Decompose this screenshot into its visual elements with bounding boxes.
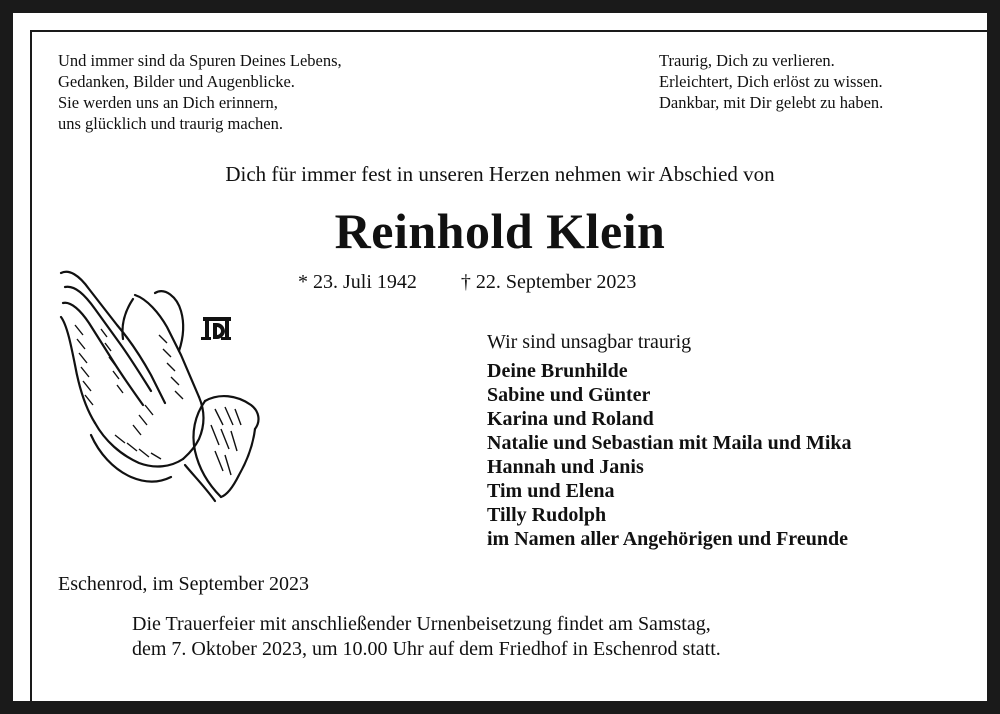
mourner: Karina und Roland <box>487 408 654 430</box>
mourner: im Namen aller Angehörigen und Freunde <box>487 528 848 550</box>
poem-line: Traurig, Dich zu verlieren. <box>659 51 835 70</box>
mourners-lead: Wir sind unsagbar traurig <box>487 331 692 353</box>
poem-line: Dankbar, mit Dir gelebt zu haben. <box>659 93 884 112</box>
life-dates <box>298 271 636 294</box>
place-and-date: Eschenrod, im September 2023 <box>58 573 310 595</box>
death-date: † 22. September 2023 <box>460 271 637 293</box>
poem-right <box>659 50 883 113</box>
funeral-line: Die Trauerfeier mit anschließender Urnenbeisetzung findet am Samstag, <box>132 613 711 635</box>
funeral-notice <box>132 612 721 662</box>
mourner: Tilly Rudolph <box>487 504 607 526</box>
mourner: Sabine und Günter <box>487 384 651 406</box>
birth-date: * 23. Juli 1942 <box>298 271 417 293</box>
deceased-name: Reinhold Klein <box>334 203 666 259</box>
mourner: Hannah und Janis <box>487 456 644 478</box>
mourners-block <box>487 330 852 551</box>
poem-left <box>58 50 342 134</box>
farewell-intro: Dich für immer fest in unseren Herzen nehmen wir Abschied von <box>225 162 775 186</box>
funeral-line: dem 7. Oktober 2023, um 10.00 Uhr auf dem Friedhof in Eschenrod statt. <box>132 638 721 660</box>
praying-hands-icon <box>55 265 265 510</box>
mourner: Tim und Elena <box>487 480 615 502</box>
poem-line: Sie werden uns an Dich erinnern, <box>58 93 278 112</box>
poem-line: Gedanken, Bilder und Augenblicke. <box>58 72 295 91</box>
mourner: Deine Brunhilde <box>487 360 628 382</box>
poem-line: Erleichtert, Dich erlöst zu wissen. <box>659 72 883 91</box>
poem-line: Und immer sind da Spuren Deines Lebens, <box>58 51 342 70</box>
poem-line: uns glücklich und traurig machen. <box>58 114 283 133</box>
mourner: Natalie und Sebastian mit Maila und Mika <box>487 432 852 454</box>
